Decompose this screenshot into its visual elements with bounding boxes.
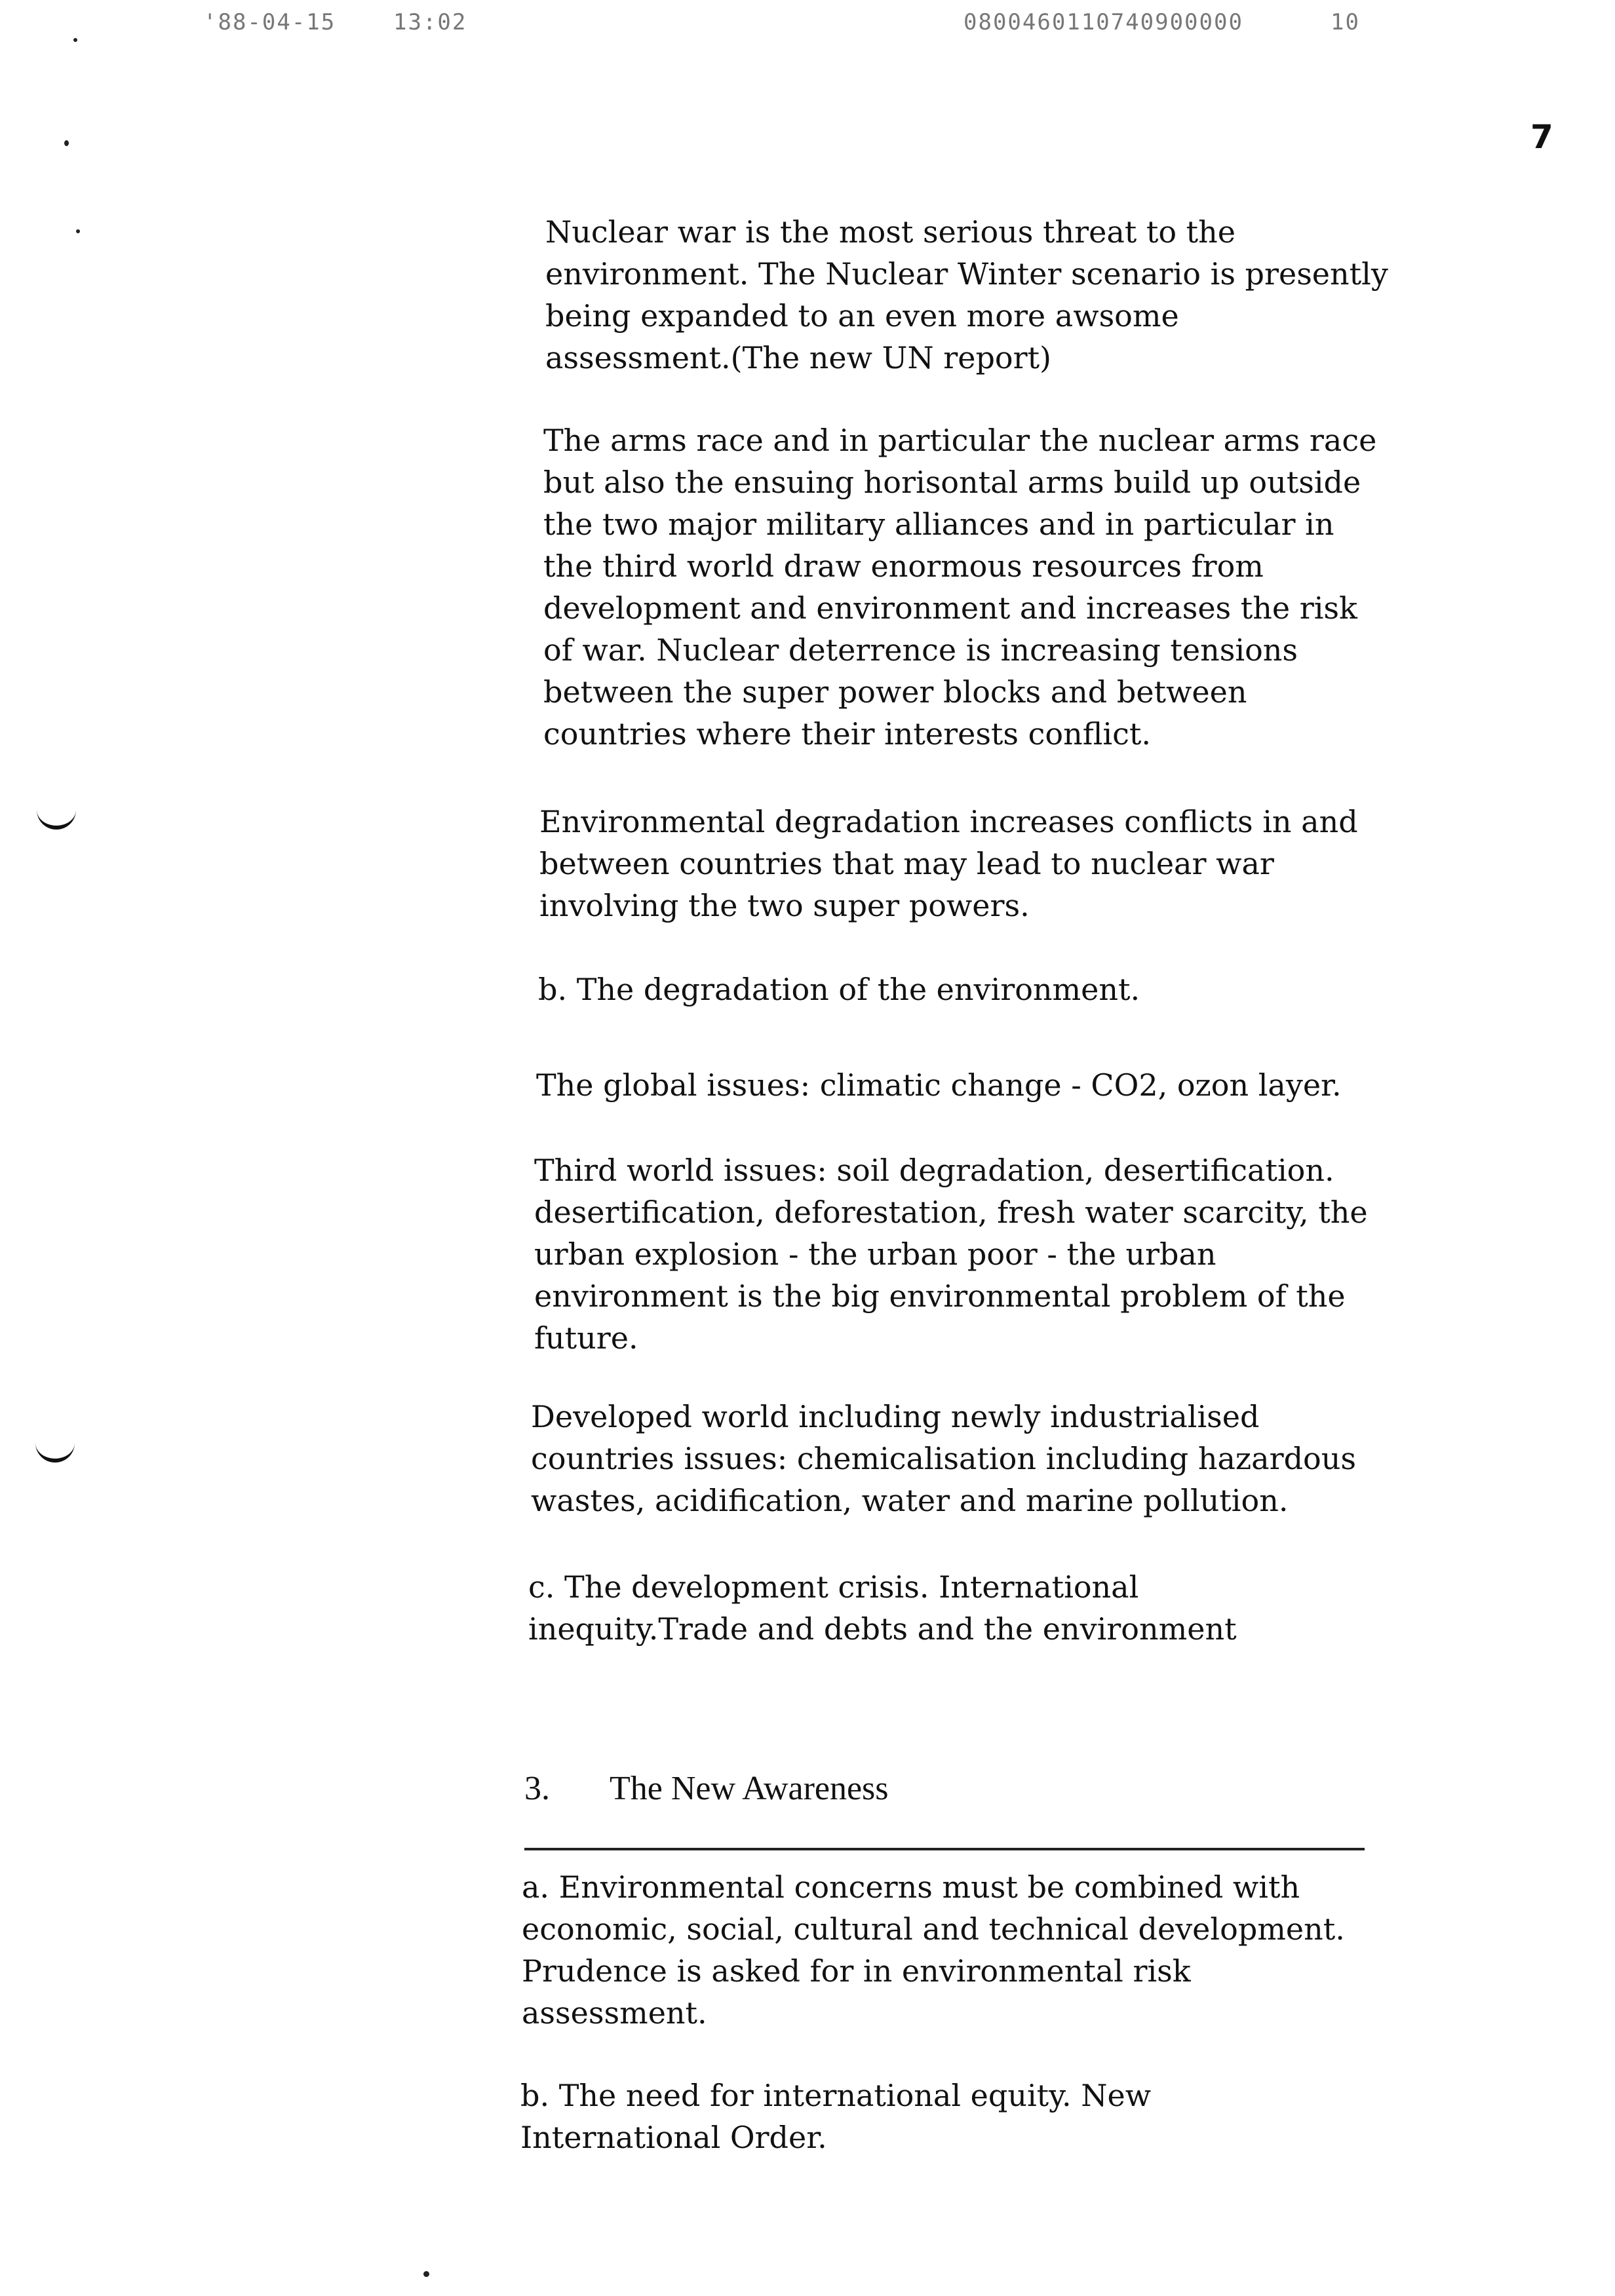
paragraph-b-international-equity: b. The need for international equity. New International Order. (520, 2078, 1152, 2155)
paragraph-a-environmental-concerns: a. Environmental concerns must be combined with economic, social, cultural and technical development. Prudence is asked for in environmental risk assessment. (522, 1869, 1345, 2031)
binding-hole-mark (35, 1439, 75, 1463)
scan-speck (64, 140, 69, 146)
section-heading (524, 1769, 889, 1808)
scan-speck (423, 2271, 429, 2277)
paragraph-nuclear-war: Nuclear war is the most serious threat to the environment. The Nuclear Winter scenario is presently being expanded to an even more awsome assessment.(The new UN report) (545, 214, 1388, 375)
paragraph-global-issues: The global issues: climatic change - CO2, ozon layer. (536, 1067, 1342, 1103)
paragraph-c-development-crisis: c. The development crisis. International inequity.Trade and debts and the environment (528, 1569, 1237, 1647)
paragraph-b-degradation: b. The degradation of the environment. (538, 972, 1140, 1007)
scan-speck (73, 38, 77, 42)
fax-header (0, 9, 1615, 48)
paragraph-third-world-issues: Third world issues: soil degradation, desertification. desertification, deforestation, fresh water scarcity, the urban explosion - the urban poor - the urban environment is the big environmental problem of the future. (534, 1153, 1368, 1356)
paragraph-arms-race: The arms race and in particular the nuclear arms race but also the ensuing horisontal arms build up outside the two major military alliances and in particular in the third world draw enormous resources from development and environment and increases the risk of war. Nuclear deterrence is increasing tensions between the super power blocks and between countries where their interests conflict. (543, 423, 1377, 752)
paragraph-environmental-degradation: Environmental degradation increases conflicts in and between countries that may lead to nuclear war involving the two super powers. (539, 804, 1358, 923)
fax-page: 10 (1331, 9, 1360, 35)
fax-date: '88-04-15 (203, 9, 336, 35)
section-number: 3. (524, 1770, 550, 1807)
fax-id: 0800460110740900000 (963, 9, 1243, 35)
binding-hole-mark (37, 806, 76, 830)
page-number: 7 (1530, 118, 1553, 156)
section-title: The New Awareness (610, 1770, 889, 1807)
scan-speck (76, 229, 80, 233)
paragraph-developed-world: Developed world including newly industrialised countries issues: chemicalisation including hazardous wastes, acidification, water and marine pollution. (531, 1399, 1356, 1518)
fax-time: 13:02 (393, 9, 467, 35)
section-underline (524, 1848, 1365, 1850)
